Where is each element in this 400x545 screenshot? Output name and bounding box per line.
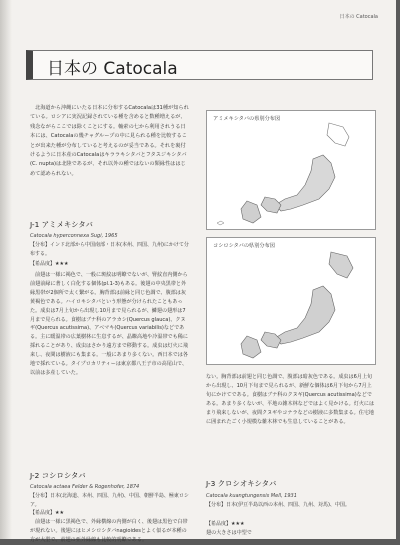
chapter-title: 日本の Catocala [47, 59, 178, 79]
species-description: 前翅は一様に黒褐色で、外縁横線の内側が白く、後翅は黒色で白帯が現れない。後翅にはヒメシロシタバnagioidesとよく似るが本種の方が大型で、前翅の亜外縁線も比較的明瞭である。 [30, 519, 188, 543]
species-number: J-3 [206, 479, 216, 488]
species-scientific-name: Catocala actaea Felder & Rogenhofer, 1874 [30, 484, 140, 490]
species-heading-j2 [30, 470, 86, 481]
chapter-title-box [26, 50, 373, 80]
species-rarity: 【希品度】★★★ [30, 261, 69, 267]
species-scientific-name: Catocala hyperconnexa Sugi, 1965 [30, 233, 118, 239]
map-title: アミメキシタバの県別分布図 [213, 116, 281, 122]
intro-paragraph: 北海道から沖縄にいたる日本に分布するCatocalaは31種が知られている。ロシアに実況記録されている種を含めると数種増えるが、残念ながらここでは除くことにする。軸索の七から利用されうる日本には、Catocalaの幾チャグループの中に見られる種を比較することが出来た種が分布していると考えるのが妥当である。それを裏付けるように日本産のCatocalaはキララキシタバとフタスジキシタバ(C. nupta)は北陸であるが、それ以外の種ではないの類縁性ははじめて認められない。 [30, 105, 189, 177]
japan-map-graphic [207, 111, 377, 231]
running-head: 日本の Catocala [339, 14, 378, 20]
map-title: コシロシタバの県別分布図 [213, 243, 275, 249]
distribution-map-2 [206, 237, 376, 365]
species-number: J-1 [30, 220, 40, 229]
species-rarity: 【希品度】★★ [30, 510, 64, 516]
species-distribution: 【分布】日本(伊豆半島以西の本州、四国、九州、対馬)、中国。 [206, 502, 350, 508]
species-distribution: 【分布】インド北部から中国南部・日本(本州、四国、九州)にかけて分布する。 [30, 242, 189, 257]
species-name: クロシオキシタバ [217, 479, 277, 488]
species-number: J-2 [30, 471, 40, 480]
species-heading-j3 [206, 478, 276, 489]
page-gutter-shadow [0, 0, 12, 539]
species-description-continued: ない。胸背部は前翅と同じ色調で、腹部は暗灰色である。成虫は6月上旬から出現し、10月下旬まで見られるが、新鮮な個体は6月下旬から7月上旬にかけてである。食樹はブナ科のクヌギ(Quercus acutissima)などである。あまり多くないが、平地の雑木林などではよく見かける。灯火にはまり飛来しないが、夜間クヌギやコナラなどの樹液に多数集まる。住宅地に囲まれたごく小規模な雑木林でも生息していることがある。 [206, 374, 375, 425]
species-name: コシロシタバ [41, 471, 86, 480]
species-heading-j1 [30, 219, 93, 230]
species-distribution: 【分布】日本(北海道、本州、四国、九州)、中国、朝鮮半島、極東ロシア。 [30, 493, 189, 508]
species-name: アミメキシタバ [41, 220, 93, 229]
species-description: 前翅は一様に褐色で、一般に斑紋は明瞭でないが、腎紋直内側から前翅前縁に著しく白化する個体(pl.1-3)もある。後翅の中央黒帯と外縁黒帯が2個所で太く繋がる。胸背部は前縁と同じ色調で、腹部は灰黄褐色である。ハイロキシタバという形態が分けられたこともあった。成虫は7月上旬から出現し10月まで見られるが、鱗翅の翅形は7月まで見られる。食樹はブナ科のアラカシ(Quercus glauca)、クヌギ(Quercus acutissima)、アベマキ(Quercus variabilis)などである。主に暖温帯の広葉樹林に生息するが、晶瞭高地や冷温帯でも稀に採れることがあり、成虫はさかり遠方まで移動する。成虫は灯火に飛来し、夜間は樹液にも集まる。一般にあまり多くない。西日本では各地で採れている。タイプロカリティーは東京都八王子市の高尾山で、以前は多産していた。 [30, 272, 188, 376]
distribution-map-1 [206, 110, 376, 230]
species-scientific-name: Catocala kuangtungensis Mell, 1931 [206, 493, 297, 499]
species-rarity: 【希品度】★★★ [206, 521, 245, 527]
japan-map-graphic [207, 238, 377, 366]
species-description: 翅の大きさは中型で [206, 530, 252, 536]
